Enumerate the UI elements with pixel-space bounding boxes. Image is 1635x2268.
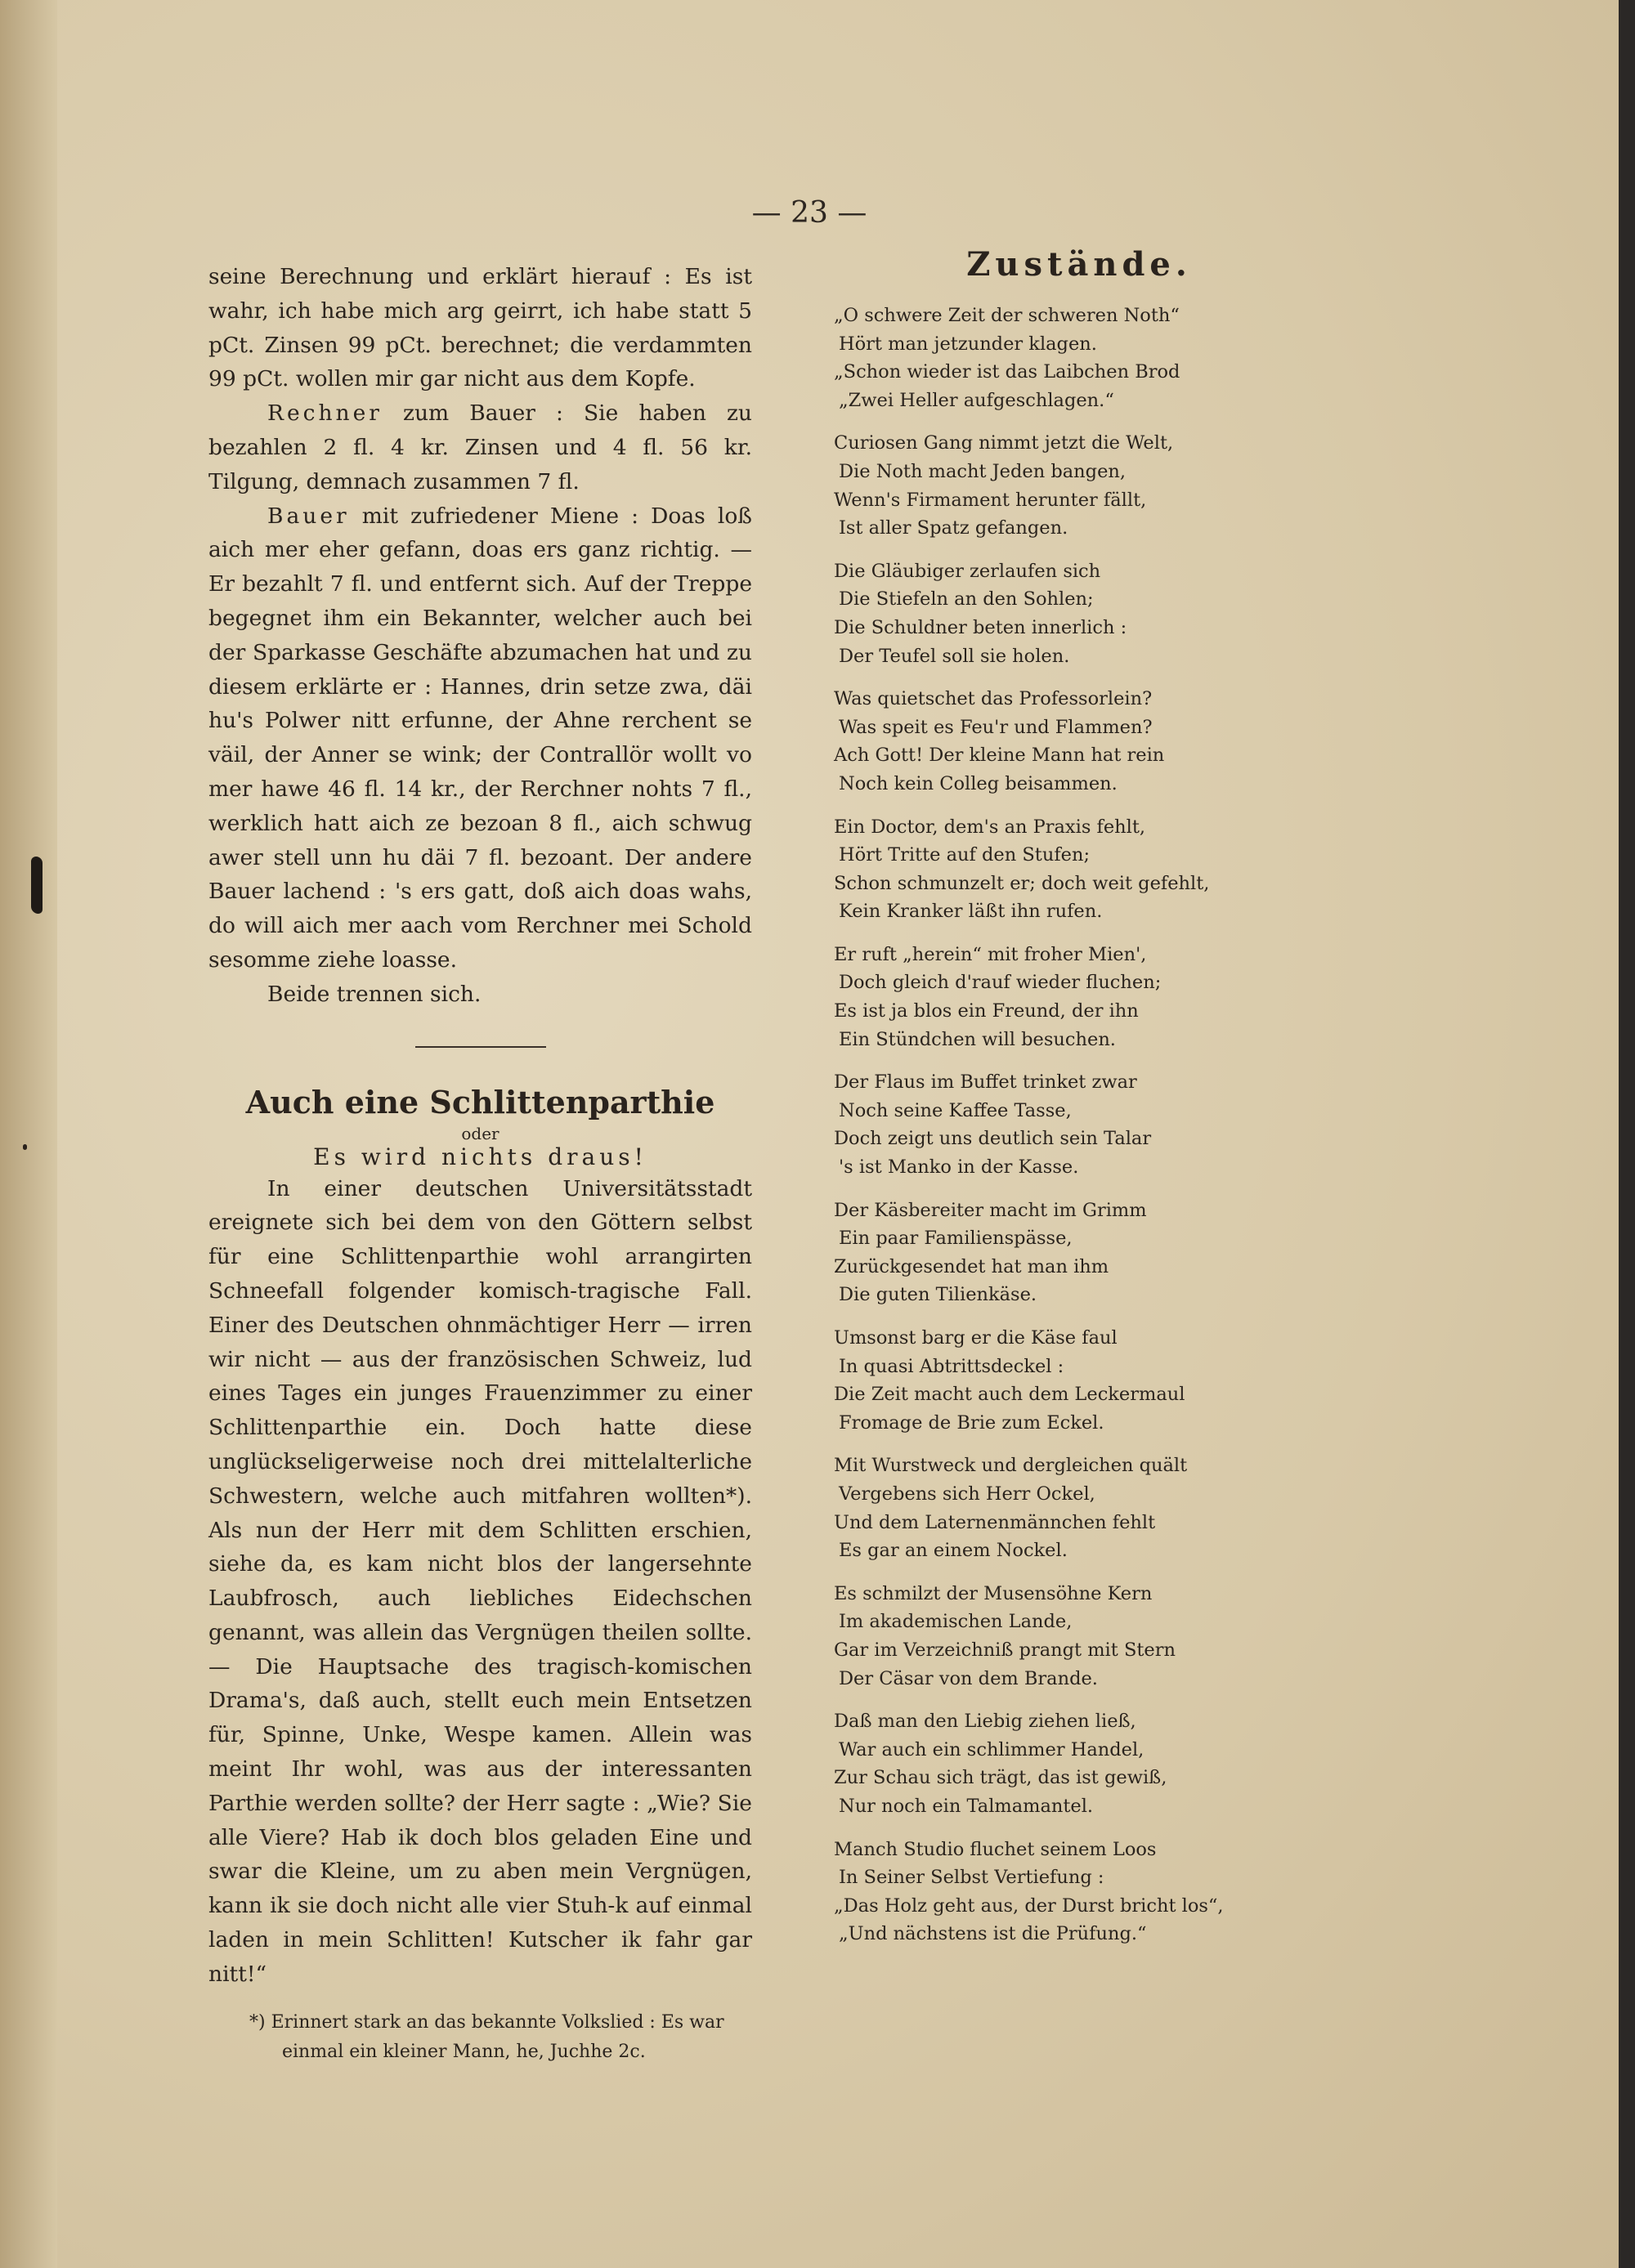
poem-stanza bbox=[834, 1836, 1275, 1948]
poem-stanza bbox=[834, 941, 1275, 1053]
poem-line: Und dem Laternenmännchen fehlt bbox=[834, 1511, 1156, 1533]
poem-line: Ist aller Spatz gefangen. bbox=[839, 517, 1068, 539]
poem-stanza bbox=[834, 685, 1275, 798]
poem-line: „Und nächstens ist die Prüfung.“ bbox=[839, 1923, 1147, 1945]
poem-line: Umsonst barg er die Käse faul bbox=[834, 1327, 1118, 1349]
article-title: Auch eine Schlittenparthie bbox=[245, 1083, 715, 1121]
article-paragraph: In einer deutschen Universitätsstadt ereignete sich bei dem von den Göttern selbst für eine Schlittenparthie wohl arrangirten Schneefall folgender komisch-tragische Fall. Einer des Deutschen ohnmächtiger Herr — irren wir nicht — aus der französischen Schweiz, lud eines Tages ein junges Frauenzimmer zu einer Schlittenparthie ein. Doch hatte diese unglückseligerweise noch drei mittelalterliche Schwestern, welche auch mitfahren wollten*). Als nun der Herr mit dem Schlitten erschien, siehe da, es kam nicht blos der langersehnte Laubfrosch, auch liebliches Eidechschen genannt, was allein das Vergnügen theilen sollte. — Die Hauptsache des tragisch-komischen Drama's, daß auch, stellt euch mein Entsetzen für, Spinne, Unke, Wespe kamen. Allein was meint Ihr wohl, was aus der interessanten Parthie werden sollte? der Herr sagte : „Wie? Sie alle Viere? Hab ik doch blos geladen Eine und swar die Kleine, um zu aben mein Vergnügen, kann ik sie doch nicht alle vier Stuh-k auf einmal laden in mein Schlitten! Kutscher ik fahr gar nitt!“ bbox=[208, 1175, 752, 1987]
poem-line: Schon schmunzelt er; doch weit gefehlt, bbox=[834, 872, 1210, 894]
article-subtitle: Es wird nichts draus! bbox=[313, 1143, 647, 1170]
poem-stanza bbox=[834, 1707, 1275, 1820]
poem-stanza bbox=[834, 1068, 1275, 1181]
poem-line: Mit Wurstweck und dergleichen quält bbox=[834, 1455, 1188, 1477]
paragraph-text: mit zufriedener Miene : Doas loß aich mer eher gefann, doas ers ganz richtig. — Er bezahlt 7 fl. und entfernt sich. Auf der Treppe begegnet ihm ein Bekannter, welcher auch bei der Sparkasse Geschäfte abzumachen hat und zu diesem erklärte er : Hannes, drin setze zwa, däi hu's Polwer nitt erfunne, der Ahne rerchent se väil, der Anner se wink; der Contrallör wollt vo mer hawe 46 fl. 14 kr., der Rerchner nohts 7 fl., werklich hatt aich ze bezoan 8 fl., aich schwug awer stell unn hu däi 7 fl. bezoant. Der andere Bauer lachend : 's ers gatt, doß aich doas wahs, do will aich mer aach vom Rerchner mei Schold sesomme ziehe loasse. bbox=[208, 503, 752, 973]
poem-line: Die Zeit macht auch dem Leckermaul bbox=[834, 1384, 1185, 1406]
poem-stanza bbox=[834, 557, 1275, 670]
footnote-line: einmal ein kleiner Mann, he, Juchhe 2c. bbox=[282, 2041, 646, 2062]
poem-line: Kein Kranker läßt ihn rufen. bbox=[839, 901, 1103, 923]
poem-line: Was quietschet das Professorlein? bbox=[834, 688, 1153, 710]
right-column bbox=[834, 245, 1275, 1963]
poem-line: Die guten Tilienkäse. bbox=[839, 1284, 1037, 1306]
poem-stanza bbox=[834, 1324, 1275, 1437]
poem-line: Er ruft „herein“ mit froher Mien', bbox=[834, 943, 1147, 965]
section-divider bbox=[415, 1046, 546, 1048]
paragraph bbox=[208, 499, 752, 977]
poem-line: Nur noch ein Talmamantel. bbox=[839, 1795, 1094, 1817]
footnote-line: *) Erinnert stark an das bekannte Volkslied : Es war bbox=[249, 2011, 724, 2033]
poem-line: Was speit es Feu'r und Flammen? bbox=[839, 716, 1153, 738]
poem-line: Ach Gott! Der kleine Mann hat rein bbox=[834, 745, 1165, 767]
poem-line: Der Teufel soll sie holen. bbox=[839, 645, 1070, 667]
poem-line: Die Noth macht Jeden bangen, bbox=[839, 460, 1127, 482]
poem bbox=[834, 302, 1275, 1948]
speaker-label: Bauer bbox=[267, 503, 350, 529]
poem-line: Hört Tritte auf den Stufen; bbox=[839, 844, 1091, 866]
speaker-label: Rechner bbox=[267, 400, 383, 427]
poem-line: Vergebens sich Herr Ockel, bbox=[839, 1483, 1095, 1505]
page-gutter bbox=[0, 0, 57, 2268]
page-number: — 23 — bbox=[751, 196, 867, 230]
poem-line: Zur Schau sich trägt, das ist gewiß, bbox=[834, 1767, 1167, 1789]
poem-line: Doch gleich d'rauf wieder fluchen; bbox=[839, 972, 1162, 994]
poem-line: „Schon wieder ist das Laibchen Brod bbox=[834, 361, 1180, 383]
poem-line: Noch seine Kaffee Tasse, bbox=[839, 1099, 1072, 1121]
poem-line: Daß man den Liebig ziehen ließ, bbox=[834, 1711, 1136, 1733]
poem-line: Hört man jetzunder klagen. bbox=[839, 333, 1097, 355]
poem-stanza bbox=[834, 1197, 1275, 1309]
poem-line: Die Stiefeln an den Sohlen; bbox=[839, 588, 1094, 611]
poem-line: „Zwei Heller aufgeschlagen.“ bbox=[839, 389, 1114, 411]
poem-line: In quasi Abtrittsdeckel : bbox=[839, 1355, 1064, 1377]
poem-stanza bbox=[834, 302, 1275, 414]
poem-line: Ein Stündchen will besuchen. bbox=[839, 1028, 1116, 1050]
poem-line: „O schwere Zeit der schweren Noth“ bbox=[834, 305, 1180, 326]
ink-spot bbox=[23, 1144, 27, 1150]
poem-stanza bbox=[834, 813, 1275, 926]
article-oder: oder bbox=[461, 1123, 499, 1143]
poem-line: Der Flaus im Buffet trinket zwar bbox=[834, 1071, 1137, 1094]
paragraph: Beide trennen sich. bbox=[267, 981, 482, 1007]
paragraph-text: zum Bauer : Sie haben zu bezahlen 2 fl. 4 kr. Zinsen und 4 fl. 56 kr. Tilgung, demnach zusammen 7 fl. bbox=[208, 400, 752, 494]
poem-line: „Das Holz geht aus, der Durst bricht los“, bbox=[834, 1894, 1224, 1917]
poem-line: Manch Studio fluchet seinem Loos bbox=[834, 1838, 1157, 1860]
ink-stain bbox=[31, 857, 43, 914]
poem-stanza bbox=[834, 1580, 1275, 1693]
poem-stanza bbox=[834, 1452, 1275, 1564]
poem-line: Curiosen Gang nimmt jetzt die Welt, bbox=[834, 432, 1174, 454]
poem-line: Es gar an einem Nockel. bbox=[839, 1540, 1068, 1562]
poem-line: Ein paar Familienspässe, bbox=[839, 1228, 1073, 1250]
paragraph: seine Berechnung und erklärt hierauf : Es ist wahr, ich habe mich arg geirrt, ich habe statt 5 pCt. Zinsen 99 pCt. berechnet; die verdammten 99 pCt. wollen mir gar nicht aus dem Kopfe. bbox=[208, 264, 752, 392]
poem-line: Zurückgesendet hat man ihm bbox=[834, 1255, 1109, 1277]
poem-line: In Seiner Selbst Vertiefung : bbox=[839, 1867, 1104, 1889]
poem-line: Fromage de Brie zum Eckel. bbox=[839, 1411, 1104, 1434]
poem-line: Die Gläubiger zerlaufen sich bbox=[834, 560, 1101, 582]
poem-line: Noch kein Colleg beisammen. bbox=[839, 772, 1118, 794]
poem-line: 's ist Manko in der Kasse. bbox=[839, 1156, 1079, 1179]
poem-line: Ein Doctor, dem's an Praxis fehlt, bbox=[834, 816, 1146, 838]
poem-title: Zustände. bbox=[966, 245, 1192, 284]
footnote bbox=[208, 2008, 752, 2067]
poem-line: Die Schuldner beten innerlich : bbox=[834, 616, 1127, 638]
poem-stanza bbox=[834, 429, 1275, 542]
paragraph bbox=[208, 396, 752, 499]
poem-line: War auch ein schlimmer Handel, bbox=[839, 1738, 1144, 1760]
poem-line: Der Käsbereiter macht im Grimm bbox=[834, 1199, 1147, 1221]
poem-line: Im akademischen Lande, bbox=[839, 1611, 1073, 1633]
poem-line: Der Cäsar von dem Brande. bbox=[839, 1667, 1098, 1689]
poem-line: Wenn's Firmament herunter fällt, bbox=[834, 489, 1147, 511]
poem-line: Doch zeigt uns deutlich sein Talar bbox=[834, 1128, 1152, 1150]
poem-line: Gar im Verzeichniß prangt mit Stern bbox=[834, 1639, 1176, 1661]
poem-line: Es ist ja blos ein Freund, der ihn bbox=[834, 1000, 1139, 1022]
left-column bbox=[208, 260, 752, 2067]
poem-line: Es schmilzt der Musensöhne Kern bbox=[834, 1582, 1153, 1604]
